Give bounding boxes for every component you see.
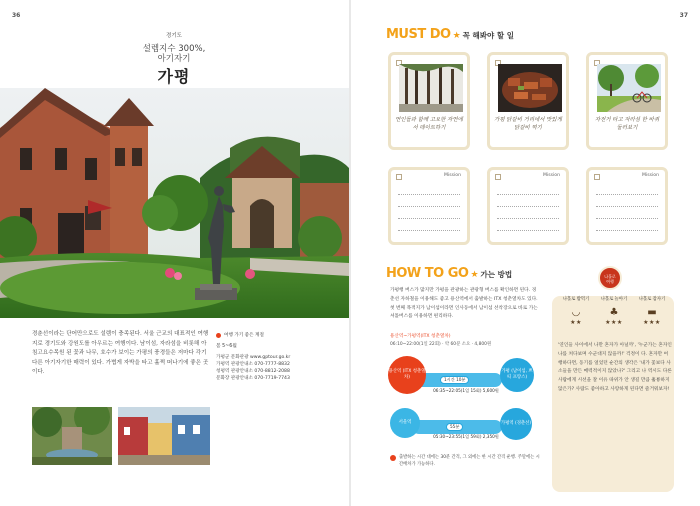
rating-eat: 나홀로 밥먹기 ◡ ★★ (558, 296, 594, 326)
game-icon: ♣ (609, 307, 619, 318)
page-gutter (349, 0, 351, 506)
route-note: 출발하는 시간 대에는 30분 간격, 그 외에는 한 시간 간격 운행. 주말에는 시간배차가 가능하다. (390, 454, 540, 468)
node-seoul: 서울역 (390, 408, 420, 438)
bullet-icon (216, 333, 221, 338)
page-title: 가평 (157, 67, 191, 86)
intro-paragraph: 경춘선이라는 단어만으로도 설렘이 충족된다. 서울 근교의 대표적인 여행지로 경기도와 강원도를 아우르는 여행이다. 남이섬, 자라섬을 비롯해 아침고요수목원 된 꽃과 나무, 호수가 보이는 가평의 풍경들은 저마다 각기 다른 아기자기한 매력이 있다. 가볍게 자박을 타고 훌쩍 떠나기에 좋은 곳이다. (32, 331, 209, 376)
solo-ratings (558, 296, 670, 326)
page-number-right: 37 (679, 12, 688, 19)
solo-travel-badge: 나홀로 여행 (598, 266, 622, 290)
page-subtitle: 설렘지수 300%, 아기자기 (142, 44, 206, 64)
leg1-duration: 1시간 10분 (440, 376, 469, 384)
info-line: 청평역 관광안내소 070-8812-2088 (216, 369, 290, 374)
card-caption: 연인들과 함께 고요한 자연에서 데이트하기 (395, 117, 463, 131)
info-line: 가평역 관광안내소 070-7777-8832 (216, 362, 290, 367)
node-gapyeong: 가평 (남이섬, 쁘띠 프랑스) (500, 358, 534, 392)
card-caption: 가평 닭갈비 거리에서 맛있게 닭갈비 먹기 (494, 117, 562, 131)
mission-card-2: Mission (487, 167, 569, 245)
leg2-schedule: 05:30~23:55(1일 59회) 2,350원 (433, 434, 499, 439)
leg2-duration: 55분 (446, 423, 463, 431)
region-label: 경기도 (166, 33, 182, 39)
checkbox-icon (495, 174, 501, 180)
info-line: 가평군 문화관광 www.gptour.go.kr (216, 355, 291, 360)
photo-colorful-houses (118, 407, 210, 465)
travel-info-box (216, 332, 324, 382)
must-do-title: MUST DO ★ 꼭 해봐야 할 일 (386, 27, 514, 42)
solo-travel-text: '연인들 사이에서 나만 혼자가 아닐까', '누군가는 혼자인 나를 쳐다보며 수군대지 않을까!' 걱정이 다. 혼자만 여행하다면, 동기를 얼었던 순간의 생각은 '내가 꽃보다 사소들을 만든 매력적이지 않았나?' 그리고 나 역시도 다른 사람에게 시선을 잘 이유 따위가 안 생길 만큼 훌륭하지 않은가? 사람도 좋아하고 사랑하게 된다면 즐거워보자! (558, 343, 672, 392)
route-title: 용산역~가평역(ITX 청춘열차) (390, 334, 451, 339)
info-icon (390, 455, 396, 461)
route-first-train: 06:10~22:00(1일 22회) · 약 60분 소요 · 4,800원 (390, 342, 492, 347)
checkbox-icon (594, 174, 600, 180)
rating-play: 나홀로 놀아기 ♣ ★★★ (596, 296, 632, 326)
card-caption: 자전거 타고 자라섬 한 바퀴 둘러보기 (594, 117, 660, 131)
mission-card-3: Mission (586, 167, 668, 245)
must-do-card-3 (586, 52, 668, 150)
how-to-go-text: 가평행 버스가 많지만 가평을 관광하는 관광형 버스를 확인하면 된다. 경춘선 자하철을 이용해도 좋고 용산역에서 출발하는 ITX 청춘열차도 있다. 첫 번째 목적지가 남이섬이라면 인사동에서 남이섬 선착장으로 바로 가는 셔틀버스를 이용하면 편리하다. (390, 288, 538, 320)
season-line: 봄 5~6월 (216, 344, 237, 349)
must-do-card-1 (388, 52, 470, 150)
rating-sleep: 나홀로 잠자기 ▬ ★★★ (634, 296, 670, 326)
bed-icon: ▬ (647, 307, 657, 318)
how-to-go-title: HOW TO GO ★ 가는 방법 (386, 266, 513, 281)
checkbox-icon (396, 174, 402, 180)
photo-fountain-garden (32, 407, 112, 465)
page-number-left: 36 (12, 12, 21, 19)
must-do-card-2 (487, 52, 569, 150)
star-icon: ★ (452, 31, 461, 41)
info-line: 문화장 관광안내소 070-7719-7743 (216, 376, 290, 381)
info-heading: 여행 가기 좋은 계절 (224, 333, 264, 338)
hero-photo-petite-france (0, 88, 349, 318)
mission-card-1: Mission (388, 167, 470, 245)
star-icon: ★ (470, 270, 479, 280)
node-gapyeong-2: 가평역 (경춘선) (500, 408, 532, 440)
node-yongsan: 용산역 (ITX 청춘열차) (388, 356, 426, 394)
rice-bowl-icon: ◡ (571, 307, 581, 318)
leg1-schedule: 06:35~22:05(1일 15회) 5,600원 (433, 388, 499, 393)
